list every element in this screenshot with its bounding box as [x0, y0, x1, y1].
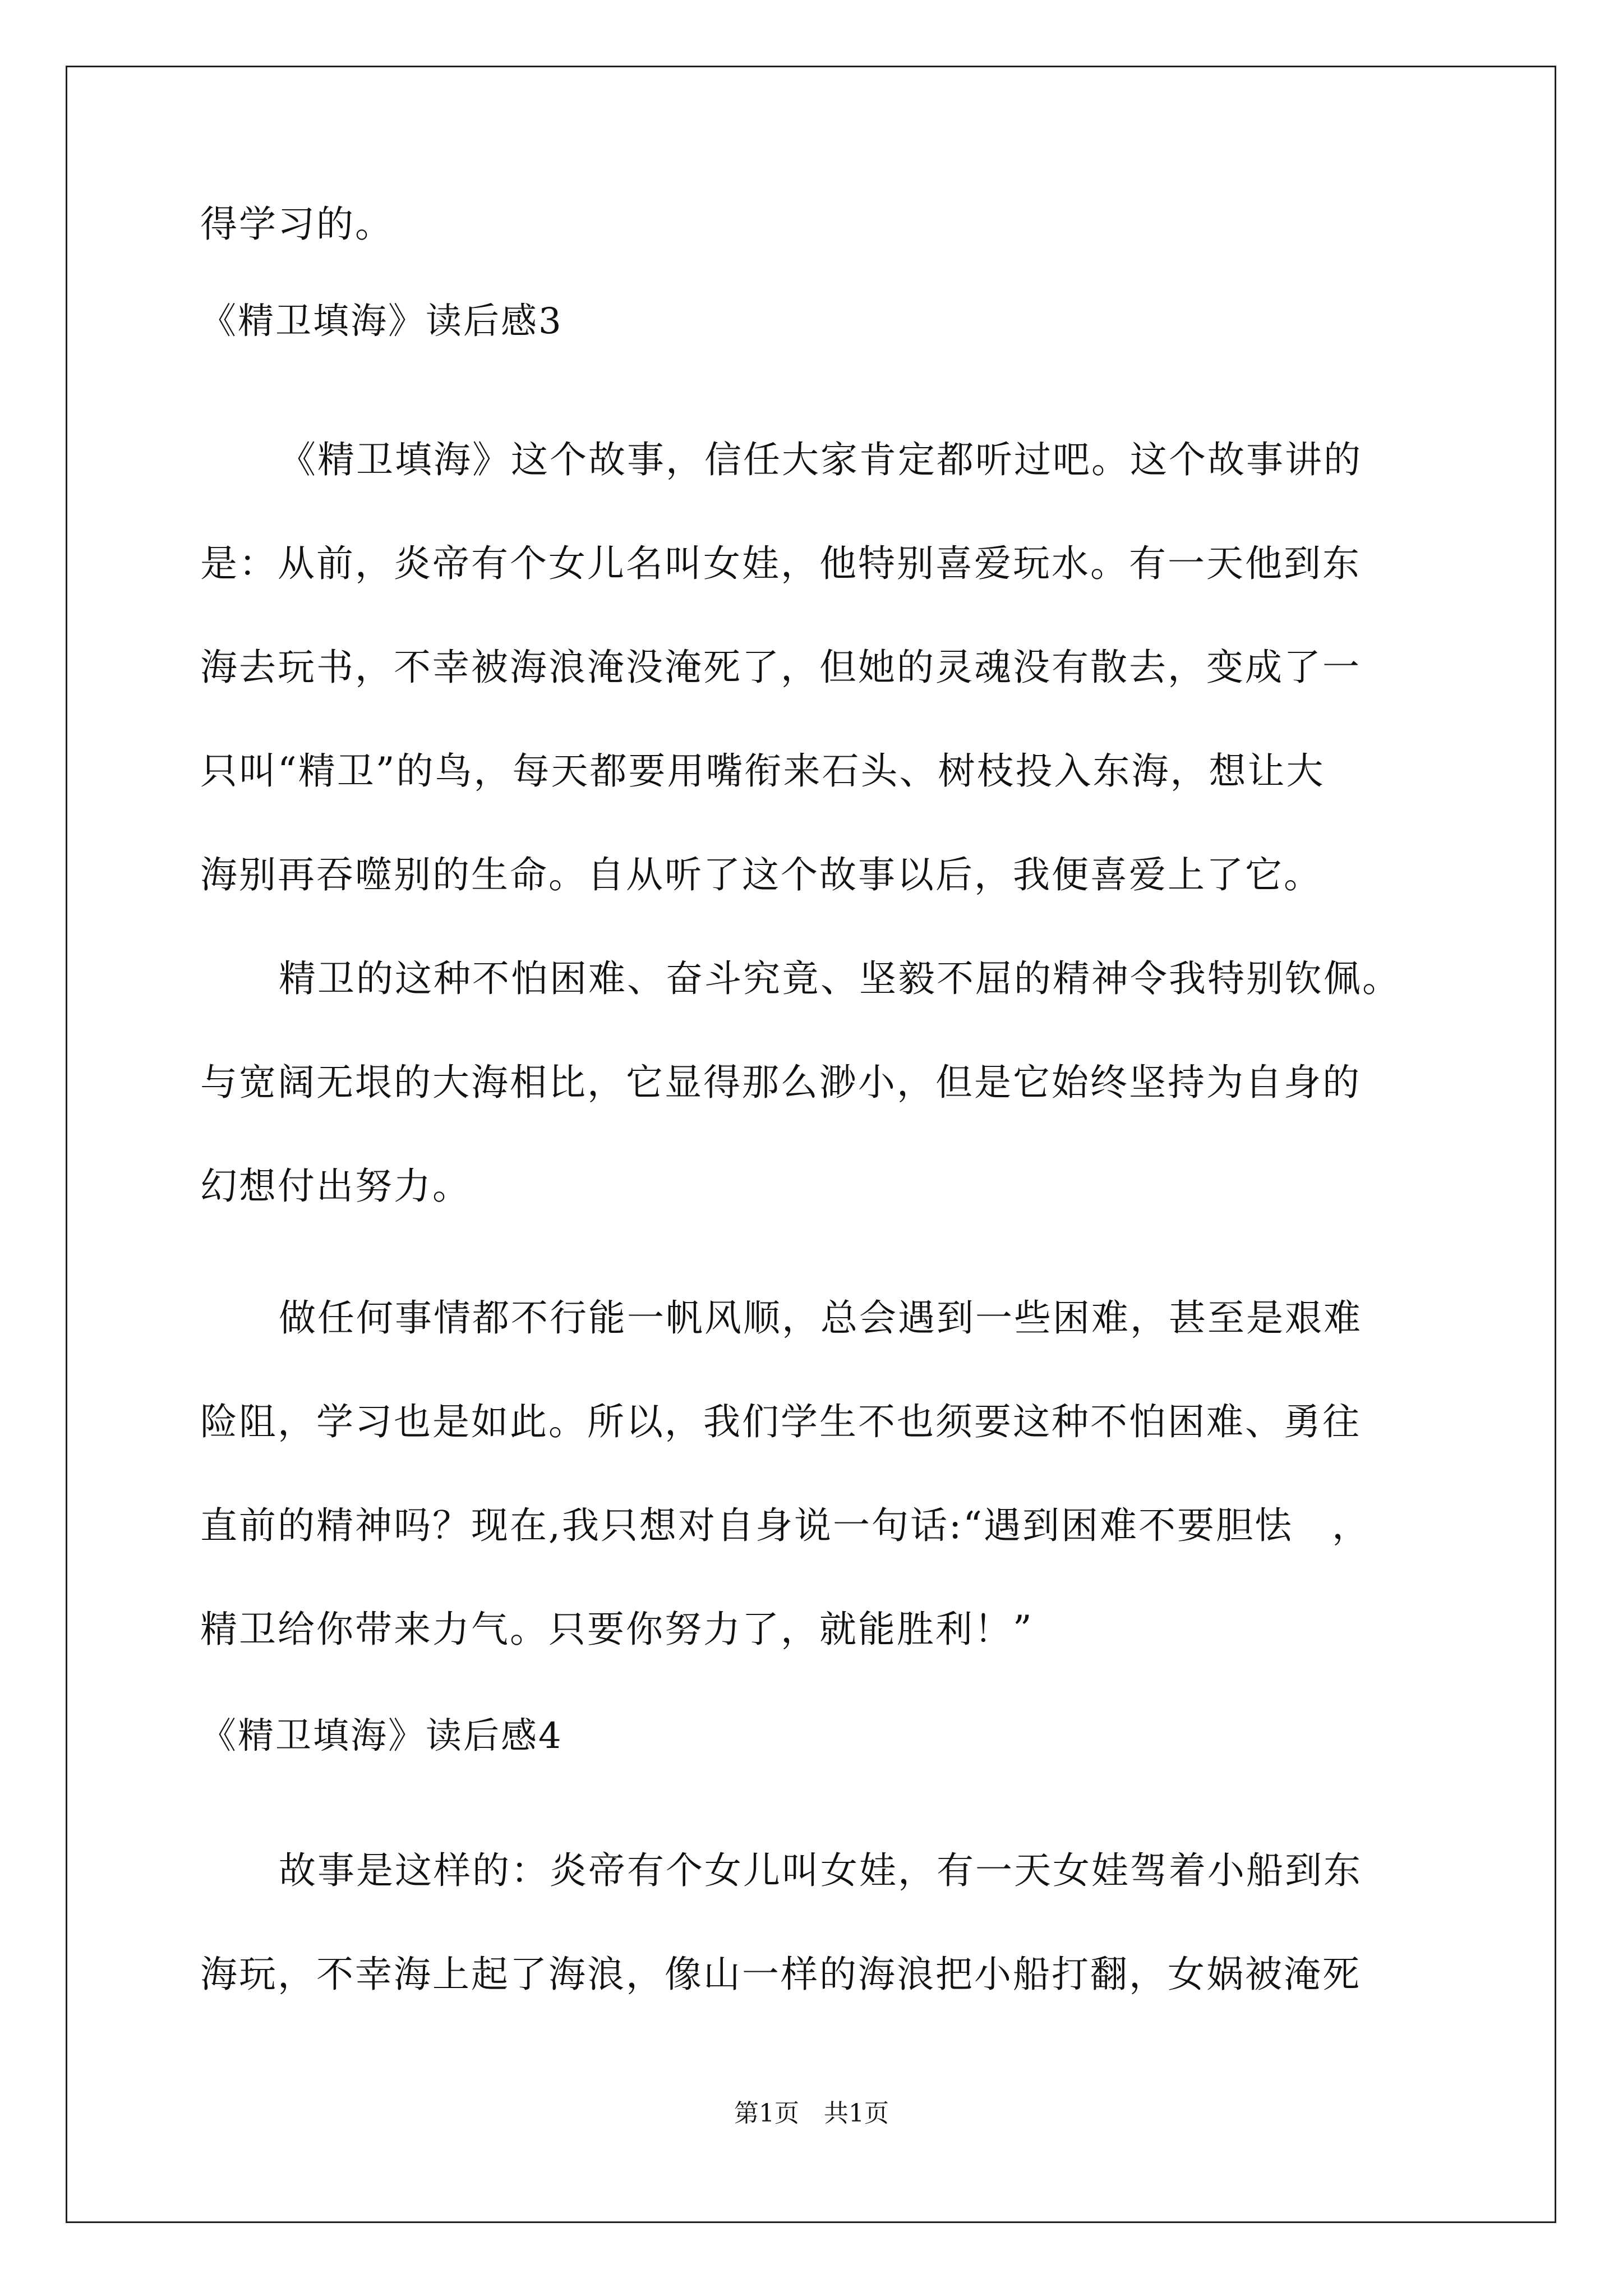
paragraph-line: 《精卫填海》这个故事，信任大家肯定都听过吧。这个故事讲的 — [279, 438, 1362, 481]
paragraph-line: 只叫“精卫”的鸟，每天都要用嘴衔来石头、树枝投入东海，想让大 — [200, 749, 1325, 793]
text-line: 得学习的。 — [200, 203, 394, 246]
paragraph-line: 险阻，学习也是如此。所以，我们学生不也须要这种不怕困难、勇往 — [200, 1400, 1361, 1443]
paragraph-line: 直前的精神吗？现在,我只想对自身说一句话:“遇到困难不要胆怯 ， — [200, 1504, 1371, 1547]
section-heading: 《精卫填海》读后感4 — [200, 1715, 563, 1757]
page-border — [66, 66, 1556, 2223]
page-footer: 第1页 共1页 — [734, 2099, 889, 2128]
paragraph-line: 是：从前，炎帝有个女儿名叫女娃，他特别喜爱玩水。有一天他到东 — [200, 542, 1361, 585]
paragraph-line: 精卫的这种不怕困难、奋斗究竟、坚毅不屈的精神令我特别钦佩。 — [279, 957, 1401, 1000]
paragraph-line: 海玩，不幸海上起了海浪，像山一样的海浪把小船打翻，女娲被淹死 — [200, 1953, 1361, 1996]
paragraph-line: 做任何事情都不行能一帆风顺，总会遇到一些困难，甚至是艰难 — [279, 1296, 1362, 1340]
paragraph-line: 与宽阔无垠的大海相比，它显得那么渺小，但是它始终坚持为自身的 — [200, 1061, 1361, 1104]
paragraph-line: 幻想付出努力。 — [200, 1165, 471, 1208]
paragraph-line: 海去玩书，不幸被海浪淹没淹死了，但她的灵魂没有散去，变成了一 — [200, 646, 1361, 689]
paragraph-line: 海别再吞噬别的生命。自从听了这个故事以后，我便喜爱上了它。 — [200, 853, 1322, 896]
section-heading: 《精卫填海》读后感3 — [200, 301, 563, 342]
paragraph-line: 精卫给你带来力气。只要你努力了，就能胜利！” — [200, 1608, 1034, 1651]
paragraph-line: 故事是这样的：炎帝有个女儿叫女娃，有一天女娃驾着小船到东 — [279, 1849, 1362, 1892]
